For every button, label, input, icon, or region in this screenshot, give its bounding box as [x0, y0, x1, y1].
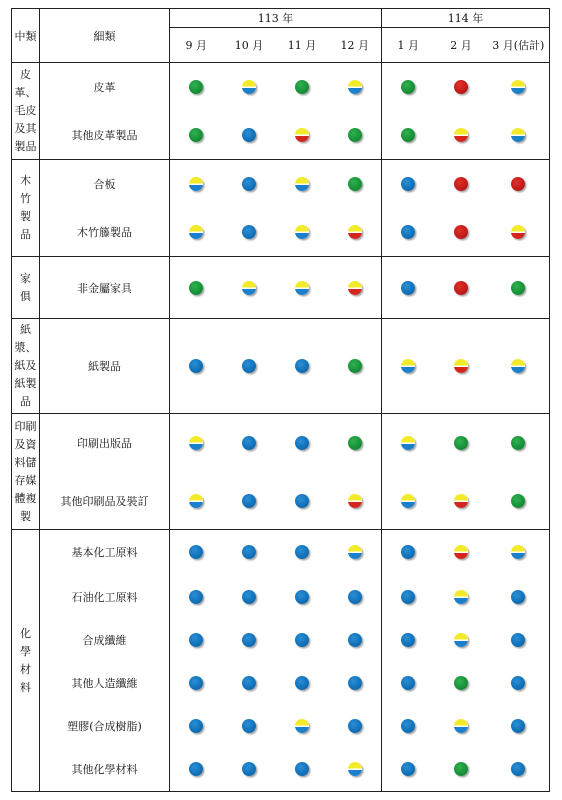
signal-light-icon [295, 359, 309, 373]
signal-cell [170, 705, 223, 747]
signal-light-icon [295, 676, 309, 690]
header-year-113: 113 年 [170, 9, 382, 28]
signal-light-icon [454, 545, 468, 559]
signal-cell [223, 319, 276, 414]
signal-light-icon [189, 281, 203, 295]
signal-light-icon [189, 545, 203, 559]
table-row [12, 575, 550, 619]
signal-light-icon [189, 494, 203, 508]
signal-cell [488, 705, 550, 747]
signal-light-icon [189, 80, 203, 94]
subcategory-cell: 其他化學材料 [40, 747, 170, 792]
signal-cell [170, 575, 223, 619]
signal-light-icon [348, 281, 362, 295]
subcategory-cell: 其他印刷品及裝訂 [40, 473, 170, 530]
signal-cell [488, 575, 550, 619]
table-row [12, 662, 550, 705]
table-row [12, 111, 550, 160]
signal-light-icon [295, 177, 309, 191]
signal-light-icon [295, 719, 309, 733]
signal-light-icon [348, 545, 362, 559]
signal-light-icon [511, 359, 525, 373]
signal-cell [170, 209, 223, 257]
category-cell: 印刷 及資 料儲 存媒 體複 製 [12, 414, 40, 530]
signal-cell [276, 257, 329, 319]
signal-light-icon [401, 633, 415, 647]
table-body [12, 63, 550, 792]
signal-light-icon [295, 545, 309, 559]
signal-light-icon [242, 494, 256, 508]
signal-light-icon [454, 281, 468, 295]
signal-cell [276, 209, 329, 257]
table-row [12, 257, 550, 319]
signal-cell [223, 662, 276, 705]
signal-cell [276, 575, 329, 619]
signal-light-icon [295, 436, 309, 450]
signal-light-icon [511, 177, 525, 191]
signal-cell [382, 111, 435, 160]
signal-light-icon [511, 281, 525, 295]
signal-light-icon [242, 281, 256, 295]
signal-light-icon [511, 545, 525, 559]
signal-cell [170, 319, 223, 414]
signal-light-icon [511, 719, 525, 733]
subcategory-cell: 印刷出版品 [40, 414, 170, 473]
signal-cell [382, 319, 435, 414]
signal-cell [329, 705, 382, 747]
signal-light-icon [348, 177, 362, 191]
signal-cell [170, 662, 223, 705]
signal-cell [223, 257, 276, 319]
signal-light-icon [348, 225, 362, 239]
subcategory-cell: 其他人造纖維 [40, 662, 170, 705]
header-month: 3 月(估計) [488, 28, 550, 63]
signal-light-icon [348, 762, 362, 776]
signal-light-icon [401, 762, 415, 776]
signal-light-icon [242, 719, 256, 733]
signal-light-icon [511, 494, 525, 508]
signal-cell [276, 160, 329, 209]
signal-light-icon [454, 590, 468, 604]
signal-cell [223, 414, 276, 473]
signal-light-icon [454, 762, 468, 776]
signal-cell [382, 473, 435, 530]
signal-cell [170, 111, 223, 160]
signal-cell [435, 747, 488, 792]
signal-cell [382, 747, 435, 792]
signal-cell [223, 63, 276, 111]
signal-cell [329, 63, 382, 111]
signal-cell [329, 319, 382, 414]
signal-light-icon [511, 676, 525, 690]
table-row [12, 319, 550, 414]
subcategory-cell: 紙製品 [40, 319, 170, 414]
signal-cell [223, 111, 276, 160]
signal-light-icon [348, 128, 362, 142]
signal-cell [329, 111, 382, 160]
subcategory-cell: 合板 [40, 160, 170, 209]
signal-light-icon [189, 633, 203, 647]
signal-cell [170, 747, 223, 792]
signal-light-icon [511, 128, 525, 142]
subcategory-cell: 木竹籐製品 [40, 209, 170, 257]
table-row [12, 747, 550, 792]
category-cell: 家 俱 [12, 257, 40, 319]
signal-cell [329, 414, 382, 473]
header-subcategory: 細類 [40, 9, 170, 63]
signal-cell [382, 160, 435, 209]
signal-cell [329, 619, 382, 662]
signal-cell [329, 209, 382, 257]
signal-cell [223, 747, 276, 792]
signal-cell [170, 530, 223, 575]
signal-cell [223, 473, 276, 530]
table-row [12, 209, 550, 257]
signal-cell [276, 63, 329, 111]
signal-light-icon [295, 128, 309, 142]
signal-cell [435, 414, 488, 473]
signal-cell [435, 705, 488, 747]
signal-cell [223, 619, 276, 662]
signal-cell [382, 209, 435, 257]
signal-cell [276, 662, 329, 705]
signal-light-icon [401, 128, 415, 142]
signal-light-icon [454, 436, 468, 450]
header-year-114: 114 年 [382, 9, 550, 28]
signal-cell [488, 473, 550, 530]
category-cell: 皮 革、 毛皮 及其 製品 [12, 63, 40, 160]
signal-cell [435, 209, 488, 257]
signal-light-icon [511, 80, 525, 94]
header-month: 2 月 [435, 28, 488, 63]
signal-cell [382, 705, 435, 747]
signal-cell [435, 662, 488, 705]
signal-light-icon [189, 762, 203, 776]
signal-cell [435, 111, 488, 160]
signal-cell [223, 530, 276, 575]
signal-light-icon [295, 281, 309, 295]
signal-cell [276, 414, 329, 473]
subcategory-cell: 合成纖維 [40, 619, 170, 662]
signal-light-icon [242, 762, 256, 776]
signal-cell [276, 747, 329, 792]
signal-cell [435, 160, 488, 209]
signal-cell [382, 257, 435, 319]
signal-light-icon [454, 80, 468, 94]
signal-cell [223, 209, 276, 257]
signal-light-icon [242, 590, 256, 604]
signal-light-icon [242, 545, 256, 559]
header-category: 中類 [12, 9, 40, 63]
signal-cell [435, 473, 488, 530]
signal-cell [329, 747, 382, 792]
signal-cell [329, 473, 382, 530]
signal-light-icon [454, 225, 468, 239]
signal-light-icon [401, 719, 415, 733]
subcategory-cell: 皮革 [40, 63, 170, 111]
signal-light-icon [401, 436, 415, 450]
header-month: 9 月 [170, 28, 223, 63]
signal-cell [488, 662, 550, 705]
signal-light-icon [242, 177, 256, 191]
signal-cell [170, 257, 223, 319]
signal-cell [488, 414, 550, 473]
signal-light-icon [401, 177, 415, 191]
signal-light-icon [295, 225, 309, 239]
signal-cell [276, 111, 329, 160]
table-row [12, 414, 550, 473]
signal-cell [170, 63, 223, 111]
signal-cell [488, 747, 550, 792]
table-row [12, 160, 550, 209]
signal-light-icon [295, 762, 309, 776]
category-cell: 木 竹 製 品 [12, 160, 40, 257]
signal-cell [276, 473, 329, 530]
signal-cell [329, 662, 382, 705]
signal-cell [435, 63, 488, 111]
signal-light-icon [511, 436, 525, 450]
signal-light-icon [189, 359, 203, 373]
signal-cell [223, 575, 276, 619]
signal-light-icon [401, 494, 415, 508]
signal-cell [170, 619, 223, 662]
table-header [12, 9, 550, 63]
signal-cell [435, 575, 488, 619]
signal-cell [382, 662, 435, 705]
signal-light-icon [511, 590, 525, 604]
signal-light-icon [189, 719, 203, 733]
subcategory-cell: 石油化工原料 [40, 575, 170, 619]
signal-light-icon [511, 633, 525, 647]
table-row [12, 473, 550, 530]
signal-cell [329, 257, 382, 319]
signal-light-icon [242, 128, 256, 142]
signal-cell [276, 619, 329, 662]
signal-light-icon [348, 633, 362, 647]
signal-light-icon [454, 359, 468, 373]
signal-cell [435, 619, 488, 662]
signal-cell [276, 530, 329, 575]
table-row [12, 619, 550, 662]
header-month: 12 月 [329, 28, 382, 63]
subcategory-cell: 非金屬家具 [40, 257, 170, 319]
signal-light-icon [295, 590, 309, 604]
signal-light-icon [348, 494, 362, 508]
signal-light-icon [242, 676, 256, 690]
signal-light-icon [348, 590, 362, 604]
signal-cell [329, 530, 382, 575]
signal-cell [170, 160, 223, 209]
signal-light-icon [242, 633, 256, 647]
table-row [12, 63, 550, 111]
signal-cell [435, 319, 488, 414]
signal-light-icon [189, 128, 203, 142]
signal-cell [170, 414, 223, 473]
signal-light-icon [401, 545, 415, 559]
signal-table [11, 8, 550, 792]
signal-light-icon [401, 281, 415, 295]
signal-light-icon [401, 225, 415, 239]
signal-light-icon [348, 676, 362, 690]
signal-light-icon [295, 80, 309, 94]
signal-light-icon [511, 225, 525, 239]
signal-light-icon [295, 494, 309, 508]
signal-light-icon [454, 633, 468, 647]
signal-cell [488, 111, 550, 160]
signal-cell [488, 319, 550, 414]
signal-light-icon [242, 436, 256, 450]
signal-light-icon [454, 719, 468, 733]
signal-cell [223, 160, 276, 209]
signal-cell [276, 705, 329, 747]
signal-light-icon [454, 177, 468, 191]
signal-light-icon [295, 633, 309, 647]
signal-light-icon [189, 436, 203, 450]
signal-cell [488, 63, 550, 111]
table-row [12, 705, 550, 747]
signal-cell [382, 575, 435, 619]
signal-cell [223, 705, 276, 747]
signal-cell [329, 575, 382, 619]
signal-cell [435, 257, 488, 319]
signal-cell [488, 619, 550, 662]
signal-light-icon [242, 80, 256, 94]
signal-light-icon [401, 359, 415, 373]
header-month: 1 月 [382, 28, 435, 63]
header-month: 10 月 [223, 28, 276, 63]
signal-light-icon [454, 676, 468, 690]
subcategory-cell: 基本化工原料 [40, 530, 170, 575]
signal-cell [488, 160, 550, 209]
subcategory-cell: 塑膠(合成樹脂) [40, 705, 170, 747]
signal-light-icon [401, 676, 415, 690]
signal-cell [435, 530, 488, 575]
signal-light-icon [348, 436, 362, 450]
signal-cell [382, 530, 435, 575]
signal-cell [382, 619, 435, 662]
signal-light-icon [511, 762, 525, 776]
signal-light-icon [348, 80, 362, 94]
signal-cell [382, 414, 435, 473]
signal-light-icon [189, 177, 203, 191]
header-month: 11 月 [276, 28, 329, 63]
signal-light-icon [401, 590, 415, 604]
category-cell: 紙 漿、 紙及 紙製 品 [12, 319, 40, 414]
signal-light-icon [242, 225, 256, 239]
signal-cell [329, 160, 382, 209]
signal-light-icon [454, 128, 468, 142]
category-cell: 化 學 材 料 [12, 530, 40, 792]
subcategory-cell: 其他皮革製品 [40, 111, 170, 160]
signal-light-icon [454, 494, 468, 508]
signal-cell [276, 319, 329, 414]
signal-light-icon [348, 359, 362, 373]
signal-light-icon [242, 359, 256, 373]
signal-cell [382, 63, 435, 111]
signal-light-icon [401, 80, 415, 94]
signal-light-icon [189, 590, 203, 604]
signal-light-icon [348, 719, 362, 733]
signal-cell [170, 473, 223, 530]
signal-light-icon [189, 225, 203, 239]
table-row [12, 530, 550, 575]
signal-light-icon [189, 676, 203, 690]
signal-cell [488, 209, 550, 257]
signal-cell [488, 530, 550, 575]
signal-cell [488, 257, 550, 319]
